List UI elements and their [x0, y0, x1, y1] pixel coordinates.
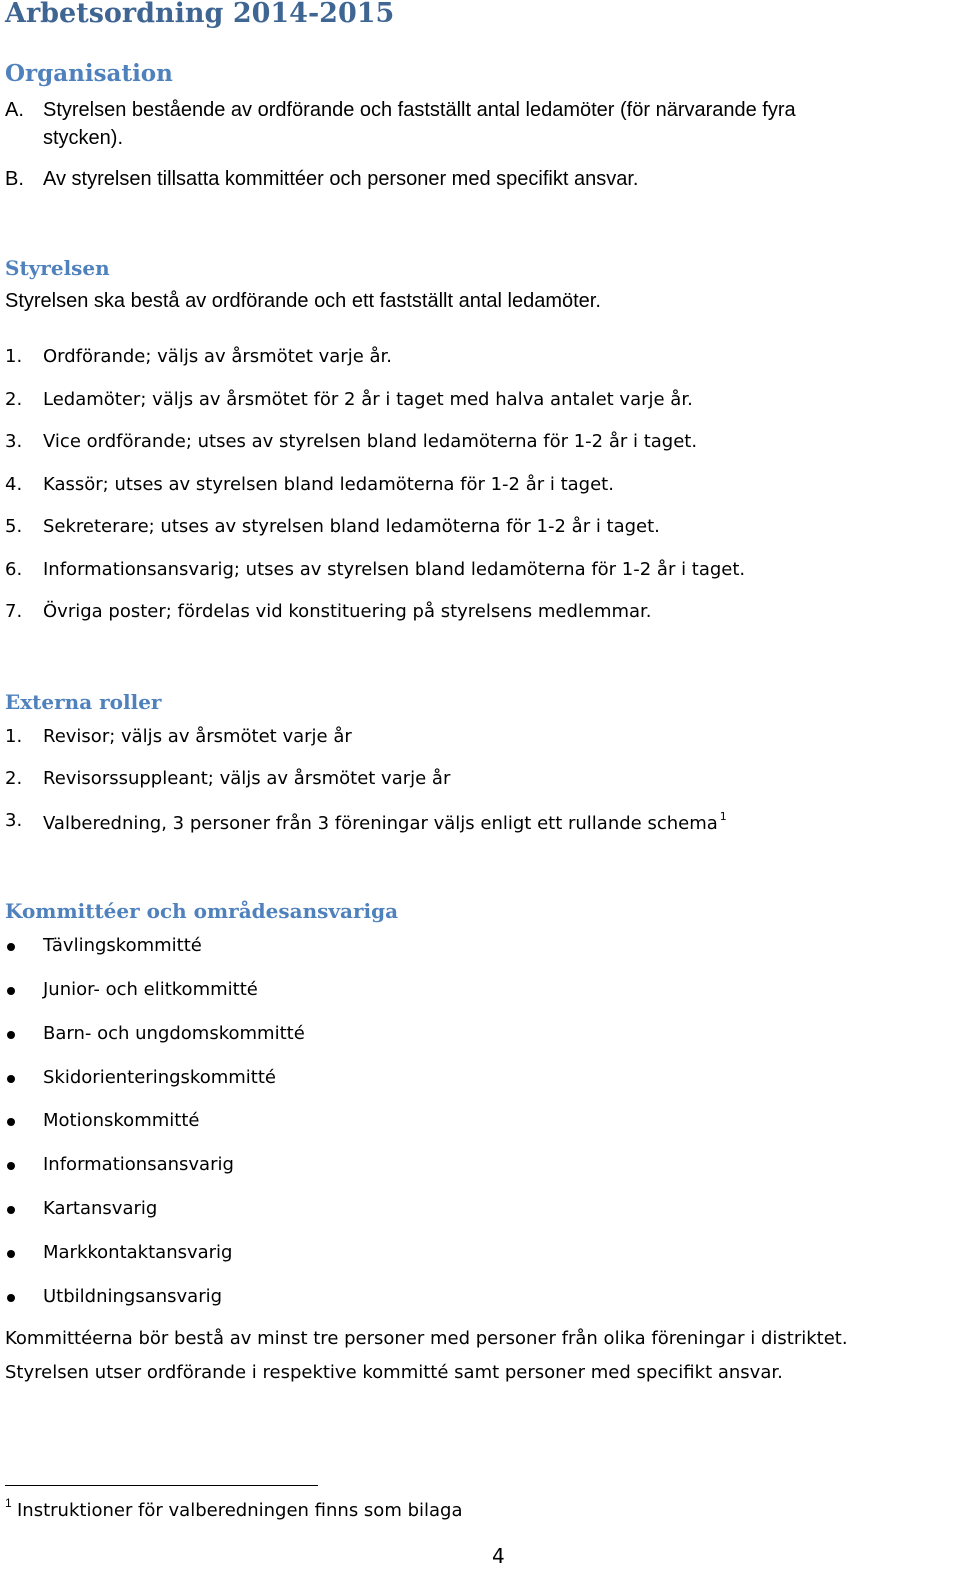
kommitteer-paragraph: Styrelsen utser ordförande i respektive kommitté samt personer med specifikt ansvar. — [5, 1362, 783, 1383]
list-item-text: Ledamöter; väljs av årsmötet för 2 år i taget med halva antalet varje år. — [43, 389, 693, 410]
list-item-text: Vice ordförande; utses av styrelsen bland ledamöterna för 1-2 år i taget. — [43, 431, 698, 452]
list-marker: 1. — [5, 346, 23, 367]
bullet-icon — [7, 987, 15, 995]
footnote-number: 1 — [5, 1496, 12, 1510]
bullet-icon — [7, 1294, 15, 1302]
kommitteer-paragraph: Kommittéerna bör bestå av minst tre personer med personer från olika föreningar i distriktet. — [5, 1328, 848, 1349]
list-marker: 2. — [5, 768, 23, 789]
list-item-text: Ordförande; väljs av årsmötet varje år. — [43, 346, 392, 367]
list-marker: 7. — [5, 601, 23, 622]
list-marker: 5. — [5, 516, 23, 537]
page-number: 4 — [492, 1544, 505, 1568]
bullet-item-text: Tävlingskommitté — [43, 935, 202, 956]
bullet-icon — [7, 1075, 15, 1083]
bullet-item-text: Junior- och elitkommitté — [43, 979, 258, 1000]
list-item-text: Informationsansvarig; utses av styrelsen bland ledamöterna för 1-2 år i taget. — [43, 559, 746, 580]
footnote-text: Instruktioner för valberedningen finns som bilaga — [17, 1500, 463, 1521]
bullet-item-text: Utbildningsansvarig — [43, 1286, 223, 1307]
bullet-item-text: Motionskommitté — [43, 1110, 200, 1131]
bullet-item-text: Skidorienteringskommitté — [43, 1067, 276, 1088]
list-item-text: Av styrelsen tillsatta kommittéer och personer med specifikt ansvar. — [43, 168, 639, 190]
list-item-text: Sekreterare; utses av styrelsen bland ledamöterna för 1-2 år i taget. — [43, 516, 660, 537]
list-marker: 3. — [5, 810, 23, 831]
list-item-text: Styrelsen bestående av ordförande och fastställt antal ledamöter (för närvarande fyra — [43, 99, 796, 121]
list-item-text-content: Valberedning, 3 personer från 3 föreningar väljs enligt ett rullande schema — [43, 813, 718, 834]
document-title: Arbetsordning 2014-2015 — [5, 0, 395, 29]
list-marker: 6. — [5, 559, 23, 580]
kommitteer-heading: Kommittéer och områdesansvariga — [5, 899, 399, 923]
bullet-item-text: Barn- och ungdomskommitté — [43, 1023, 305, 1044]
list-marker: B. — [5, 168, 24, 190]
bullet-item-text: Kartansvarig — [43, 1198, 158, 1219]
footnote-separator — [5, 1485, 318, 1486]
list-marker: 4. — [5, 474, 23, 495]
bullet-icon — [7, 1162, 15, 1170]
bullet-icon — [7, 1031, 15, 1039]
list-item-text — [43, 810, 727, 834]
list-marker: A. — [5, 99, 24, 121]
footnote-reference: 1 — [719, 810, 727, 823]
bullet-item-text: Markkontaktansvarig — [43, 1242, 233, 1263]
list-item-text-continued: stycken). — [43, 127, 124, 149]
list-marker: 3. — [5, 431, 23, 452]
list-marker: 2. — [5, 389, 23, 410]
list-item-text: Revisorssuppleant; väljs av årsmötet varje år — [43, 768, 451, 789]
list-marker: 1. — [5, 726, 23, 747]
bullet-item-text: Informationsansvarig — [43, 1154, 234, 1175]
list-item-text: Revisor; väljs av årsmötet varje år — [43, 726, 352, 747]
bullet-icon — [7, 1118, 15, 1126]
bullet-icon — [7, 943, 15, 951]
externa-roller-heading: Externa roller — [5, 690, 162, 714]
organisation-heading: Organisation — [5, 60, 173, 87]
bullet-icon — [7, 1206, 15, 1214]
styrelsen-heading: Styrelsen — [5, 256, 110, 280]
list-item-text: Övriga poster; fördelas vid konstituering på styrelsens medlemmar. — [43, 601, 652, 622]
bullet-icon — [7, 1250, 15, 1258]
list-item-text: Kassör; utses av styrelsen bland ledamöterna för 1-2 år i taget. — [43, 474, 614, 495]
styrelsen-intro: Styrelsen ska bestå av ordförande och ett fastställt antal ledamöter. — [5, 290, 601, 312]
